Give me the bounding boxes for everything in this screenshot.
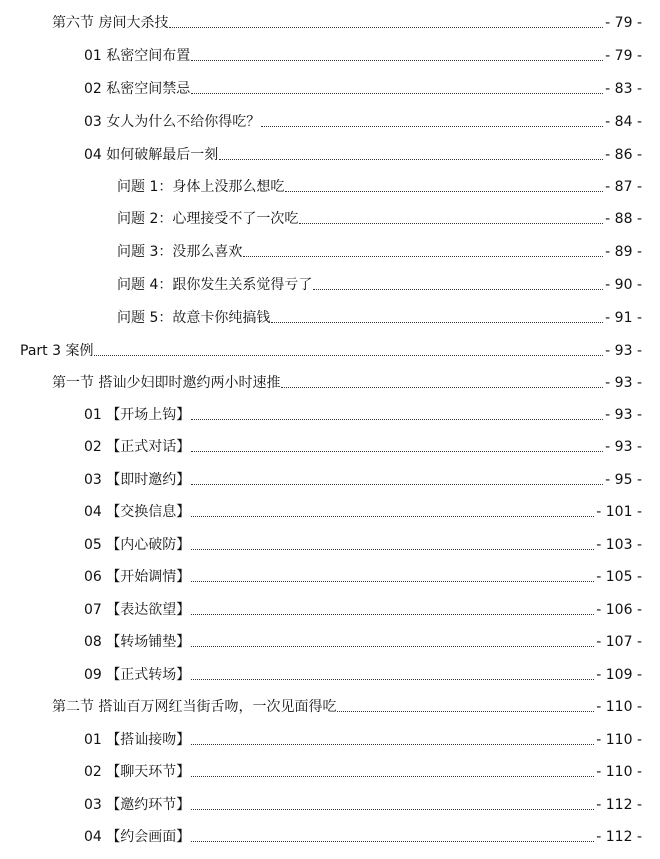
toc-entry-page: - 110 - [596, 764, 642, 780]
toc-entry-page: - 91 - [605, 310, 642, 326]
toc-entry-title: 问题 4：跟你发生关系觉得亏了 [117, 277, 313, 293]
toc-entry[interactable] [52, 10, 642, 32]
dot-leader [191, 679, 594, 680]
toc-entry[interactable] [84, 727, 642, 749]
toc-entry-page: - 95 - [605, 472, 642, 488]
toc-entry-page: - 105 - [596, 569, 642, 585]
dot-leader [191, 776, 594, 777]
toc-entry-page: - 90 - [605, 277, 642, 293]
dot-leader [191, 614, 594, 615]
toc-entry-title: 08 【转场铺垫】 [84, 634, 191, 650]
toc-entry-title: 01 【搭讪接吻】 [84, 732, 191, 748]
dot-leader [313, 289, 603, 290]
toc-entry-page: - 93 - [605, 343, 642, 359]
dot-leader [191, 809, 594, 810]
toc-entry[interactable] [84, 402, 642, 424]
toc-entry-title: 第一节 搭讪少妇即时邀约两小时速推 [52, 375, 281, 391]
dot-leader [299, 223, 603, 224]
toc-entry-page: - 83 - [605, 81, 642, 97]
toc-entry-page: - 88 - [605, 211, 642, 227]
toc-entry-title: 03 【邀约环节】 [84, 797, 191, 813]
dot-leader [271, 322, 603, 323]
dot-leader [285, 191, 603, 192]
dot-leader [191, 60, 603, 61]
toc-entry-page: - 79 - [605, 15, 642, 31]
dot-leader [243, 256, 603, 257]
toc-entry[interactable] [84, 824, 642, 846]
toc-entry-title: 02 【正式对话】 [84, 439, 191, 455]
dot-leader [191, 841, 594, 842]
toc-entry-page: - 101 - [596, 504, 642, 520]
toc-entry-title: 07 【表达欲望】 [84, 602, 191, 618]
dot-leader [191, 549, 594, 550]
toc-entry-page: - 93 - [605, 375, 642, 391]
dot-leader [169, 27, 603, 28]
toc-entry[interactable] [84, 564, 642, 586]
toc-entry[interactable] [84, 662, 642, 684]
toc-entry-page: - 110 - [596, 699, 642, 715]
toc-entry[interactable] [117, 272, 642, 294]
toc-entry[interactable] [117, 174, 642, 196]
toc-entry[interactable] [84, 467, 642, 489]
toc-entry-page: - 93 - [605, 439, 642, 455]
toc-entry[interactable] [84, 109, 642, 131]
dot-leader [281, 387, 603, 388]
dot-leader [191, 744, 594, 745]
toc-entry-title: 02 私密空间禁忌 [84, 81, 191, 97]
toc-entry-title: 第二节 搭讪百万网红当街舌吻，一次见面得吃 [52, 699, 337, 715]
toc-entry-title: 问题 5：故意卡你纯搞钱 [117, 310, 271, 326]
toc-entry-title: Part 3 案例 [20, 343, 94, 359]
toc-entry[interactable] [84, 76, 642, 98]
toc-entry-page: - 84 - [605, 114, 642, 130]
toc-entry[interactable] [117, 206, 642, 228]
toc-entry-title: 03 【即时邀约】 [84, 472, 191, 488]
toc-entry-title: 04 【交换信息】 [84, 504, 191, 520]
toc-entry-page: - 87 - [605, 179, 642, 195]
toc-entry[interactable] [84, 629, 642, 651]
toc-entry-page: - 103 - [596, 537, 642, 553]
toc-entry[interactable] [52, 370, 642, 392]
toc-entry[interactable] [84, 43, 642, 65]
toc-entry-page: - 93 - [605, 407, 642, 423]
toc-entry[interactable] [84, 759, 642, 781]
dot-leader [337, 711, 594, 712]
toc-entry[interactable] [84, 792, 642, 814]
dot-leader [261, 126, 603, 127]
toc-entry[interactable] [117, 239, 642, 261]
dot-leader [191, 581, 594, 582]
toc-entry[interactable] [84, 142, 642, 164]
toc-entry-title: 02 【聊天环节】 [84, 764, 191, 780]
toc-entry-page: - 112 - [596, 797, 642, 813]
toc-entry[interactable] [52, 694, 642, 716]
toc-entry-title: 问题 3：没那么喜欢 [117, 244, 243, 260]
toc-entry-page: - 79 - [605, 48, 642, 64]
toc-entry[interactable] [84, 499, 642, 521]
toc-entry-page: - 112 - [596, 829, 642, 845]
dot-leader [191, 516, 594, 517]
dot-leader [191, 646, 594, 647]
toc-entry-title: 05 【内心破防】 [84, 537, 191, 553]
toc-entry-page: - 109 - [596, 667, 642, 683]
toc-entry-title: 09 【正式转场】 [84, 667, 191, 683]
toc-entry-title: 01 私密空间布置 [84, 48, 191, 64]
dot-leader [191, 451, 603, 452]
toc-entry-title: 03 女人为什么不给你得吃？ [84, 114, 261, 130]
toc-entry[interactable] [84, 532, 642, 554]
toc-entry-title: 问题 1：身体上没那么想吃 [117, 179, 285, 195]
toc-entry-page: - 89 - [605, 244, 642, 260]
toc-entry[interactable] [84, 597, 642, 619]
toc-entry-page: - 86 - [605, 147, 642, 163]
dot-leader [191, 419, 603, 420]
toc-entry[interactable] [84, 434, 642, 456]
toc-entry[interactable] [117, 305, 642, 327]
toc-entry[interactable] [20, 338, 642, 360]
toc-entry-page: - 107 - [596, 634, 642, 650]
toc-entry-title: 第六节 房间大杀技 [52, 15, 169, 31]
toc-entry-title: 问题 2：心理接受不了一次吃 [117, 211, 299, 227]
toc-entry-title: 04 如何破解最后一刻 [84, 147, 219, 163]
toc-entry-title: 06 【开始调情】 [84, 569, 191, 585]
dot-leader [191, 93, 603, 94]
dot-leader [219, 159, 603, 160]
toc-entry-title: 01 【开场上钩】 [84, 407, 191, 423]
dot-leader [94, 355, 603, 356]
toc-entry-page: - 110 - [596, 732, 642, 748]
toc-entry-page: - 106 - [596, 602, 642, 618]
toc-entry-title: 04 【约会画面】 [84, 829, 191, 845]
dot-leader [191, 484, 603, 485]
